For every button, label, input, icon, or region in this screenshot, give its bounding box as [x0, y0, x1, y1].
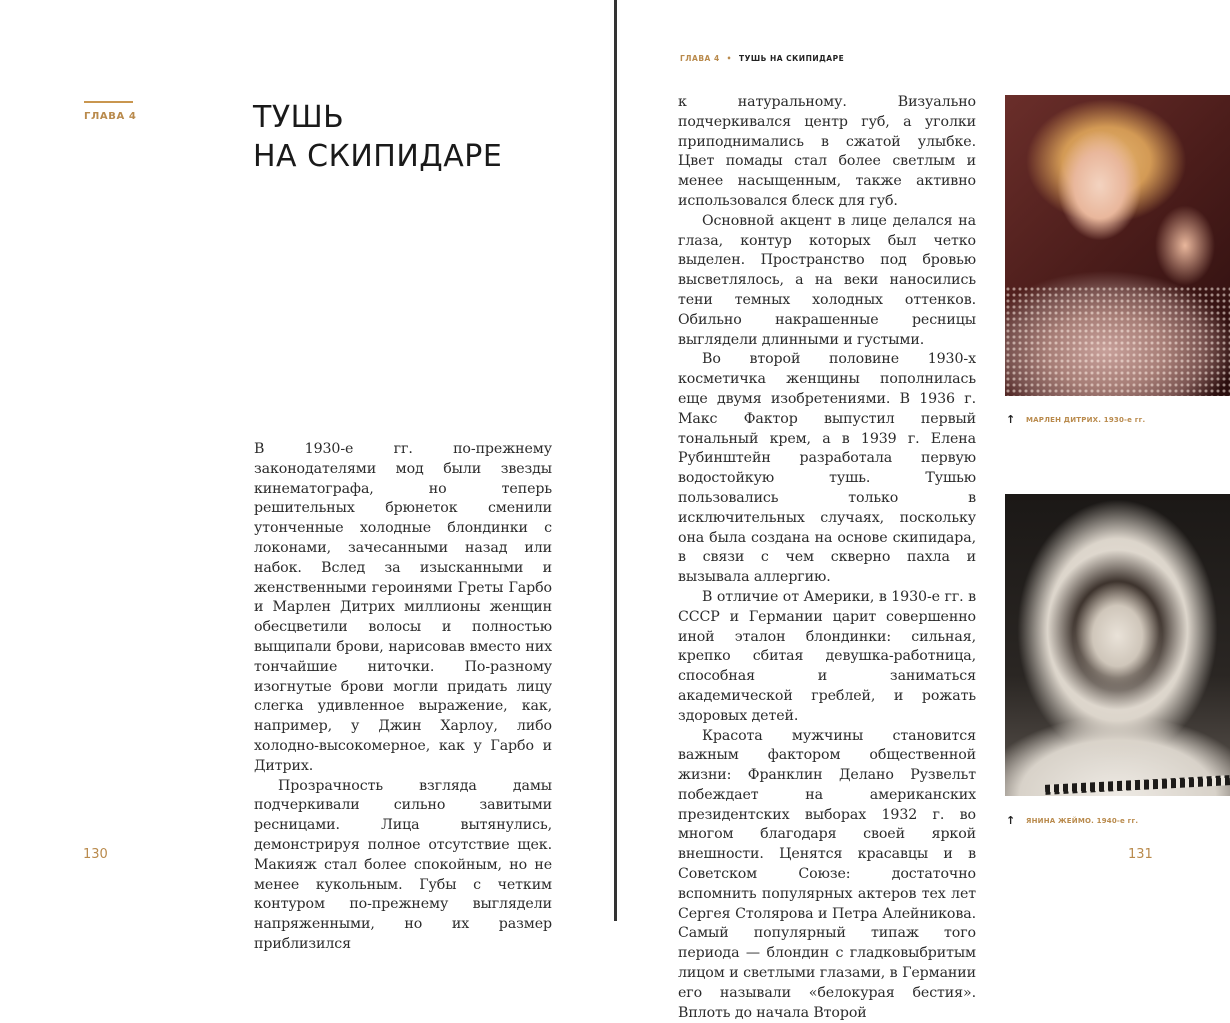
chapter-title-line-1: ТУШЬ	[253, 98, 502, 137]
chapter-rule	[84, 101, 133, 103]
figure-caption	[1006, 814, 1138, 827]
photo-marlene-dietrich	[1005, 95, 1230, 396]
paragraph: В 1930-е гг. по-прежнему законодателями мод были звезды кинематографа, но теперь решительных брюнеток сменили утонченные холодные блондинки с локонами, зачесанными назад или набок. Вслед за изысканными и женственными героинями Греты Гарбо и Марлен Дитрих миллионы женщин обесцветили волосы и полностью выщипали брови, нарисовав вместо них тончайшие ниточки. По-разному изогнутые брови могли придать лицу слегка удивленное выражение, как, например, у Джин Харлоу, либо холодно-высокомерное, как у Гарбо и Дитрих.	[254, 440, 552, 777]
paragraph: В отличие от Америки, в 1930-е гг. в СССР и Германии царит совершенно иной эталон блондинки: сильная, крепко сбитая девушка-работница, способная и заниматься академической греблей, и рожать здоровых детей.	[678, 588, 976, 727]
page-number-left: 130	[83, 847, 108, 862]
arrow-up-icon: ↑	[1006, 413, 1026, 426]
paragraph: Во второй половине 1930-х косметичка женщины пополнилась еще двумя изобретениями. В 1936 г. Макс Фактор выпустил первый тональный крем, а в 1939 г. Елена Рубинштейн разработала первую водостойкую тушь. Тушью пользовались только в исключительных случаях, поскольку она была создана на основе скипидара, в связи с чем скверно пахла и вызывала аллергию.	[678, 350, 976, 588]
running-head	[680, 54, 844, 63]
running-head-chapter: ГЛАВА 4	[680, 54, 720, 63]
chapter-label: ГЛАВА 4	[84, 111, 136, 122]
running-head-separator: •	[727, 54, 732, 63]
chapter-title	[253, 98, 502, 176]
paragraph: Прозрачность взгляда дамы подчеркивали сильно завитыми ресницами. Лица вытянулись, демонстрируя полное отсутствие щек. Макияж стал более спокойным, но не менее кукольным. Губы с четким контуром по-прежнему выглядели напряженными, но их размер приблизился	[254, 777, 552, 955]
caption-text: МАРЛЕН ДИТРИХ. 1930-е гг.	[1026, 416, 1145, 424]
paragraph: Красота мужчины становится важным фактором общественной жизни: Франклин Делано Рузвельт побеждает на американских президентских выборах 1932 г. во многом благодаря своей яркой внешности. Ценятся красавцы и в Советском Союзе: достаточно вспомнить популярных актеров тех лет Сергея Столярова и Петра Алейникова. Самый популярный типаж того периода — блондин с гладковыбритым лицом и светлыми глазами, в Германии его называли «белокурая бестия». Вплоть до начала Второй	[678, 727, 976, 1023]
running-head-title: ТУШЬ НА СКИПИДАРЕ	[739, 54, 844, 63]
chapter-title-line-2: НА СКИПИДАРЕ	[253, 137, 502, 176]
paragraph: Основной акцент в лице делался на глаза, контур которых был четко выделен. Пространство под бровью высветлялось, а на веки наносились тени темных холодных оттенков. Обильно накрашенные ресницы выглядели длинными и густыми.	[678, 212, 976, 351]
photo-yanina-zheimo	[1005, 494, 1230, 796]
arrow-up-icon: ↑	[1006, 814, 1026, 827]
caption-text: ЯНИНА ЖЕЙМО. 1940-е гг.	[1026, 817, 1138, 825]
figure-caption	[1006, 413, 1145, 426]
page-number-right: 131	[1128, 847, 1153, 862]
left-body-text	[254, 440, 552, 955]
paragraph: к натуральному. Визуально подчеркивался центр губ, а уголки приподнимались в сжатой улыбке. Цвет помады стал более светлым и менее насыщенным, также активно использовался блеск для губ.	[678, 93, 976, 212]
right-body-text	[678, 93, 976, 1023]
left-page	[0, 0, 615, 921]
